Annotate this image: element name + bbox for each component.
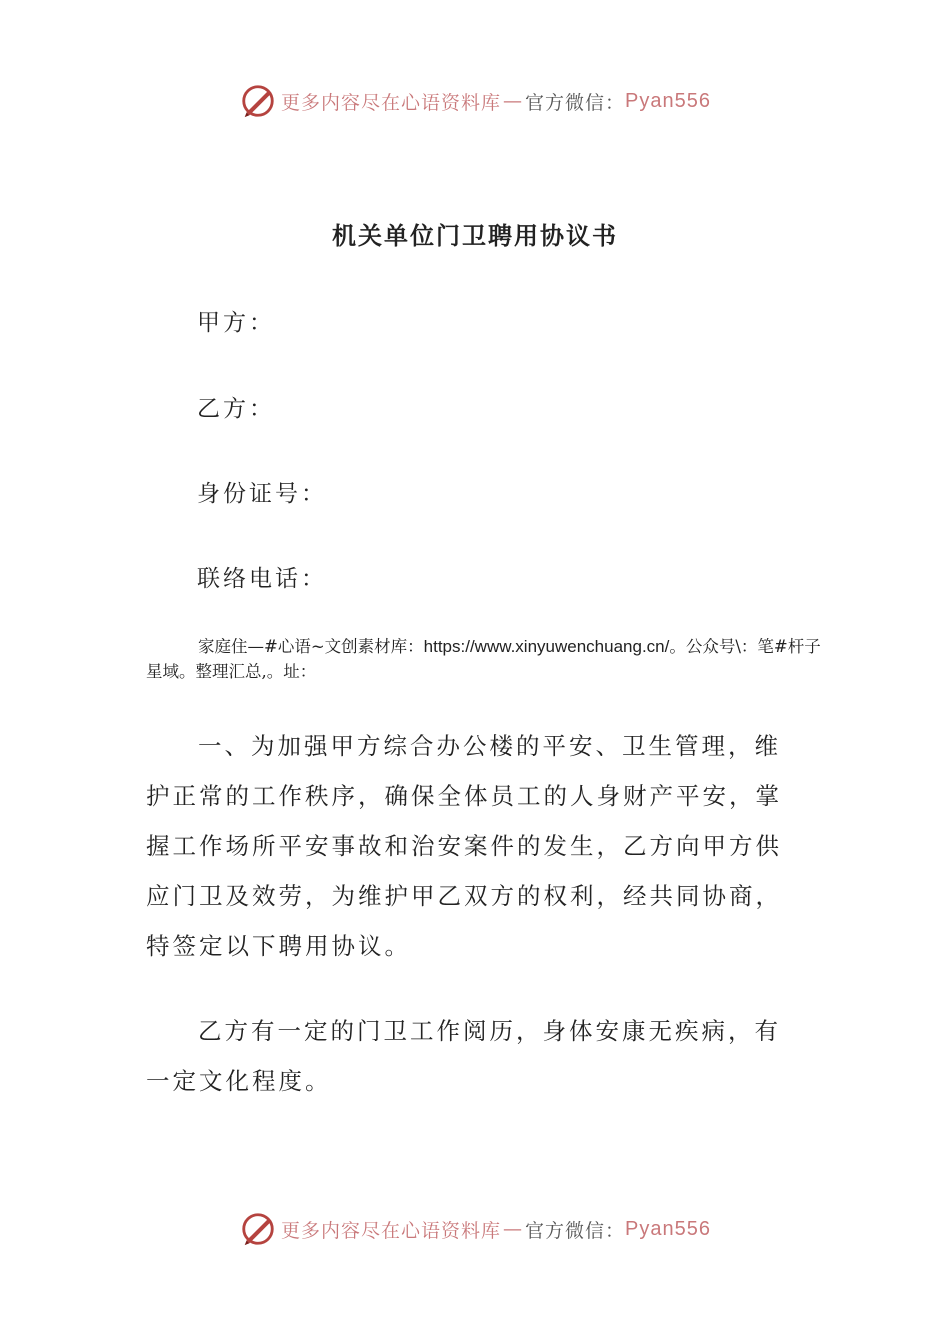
field-phone: 联络电话： — [197, 566, 327, 592]
footer-banner — [0, 1210, 950, 1248]
document-title: 机关单位门卫聘用协议书 — [332, 221, 618, 250]
paragraph-qualification: 乙方有一定的门卫工作阅历，身体安康无疾病，有一定文化程度。 — [146, 1017, 781, 1095]
field-party-b: 乙方： — [197, 396, 275, 422]
pen-logo-icon — [239, 82, 277, 120]
banner-wechat-label: 官方微信： — [525, 91, 626, 114]
banner-wechat-id: Pyan556 — [625, 89, 711, 112]
banner-wechat-id: Pyan556 — [625, 1217, 711, 1240]
header-banner — [0, 82, 950, 120]
pen-logo-icon — [239, 1210, 277, 1248]
banner-dash: — — [503, 1218, 524, 1240]
address-note — [146, 634, 826, 684]
field-id-number: 身份证号： — [197, 481, 327, 507]
banner-brand: 更多内容尽在心语资料库 — [281, 91, 502, 114]
banner-brand: 更多内容尽在心语资料库 — [281, 1219, 502, 1242]
banner-wechat-label: 官方微信： — [525, 1219, 626, 1242]
note-suffix: 。公众号\：笔#杆子星域。整理汇总,。址： — [146, 637, 821, 681]
field-party-a: 甲方： — [197, 310, 275, 336]
note-prefix: 家庭住—#心语~文创素材库： — [198, 637, 424, 656]
paragraph-purpose: 一、为加强甲方综合办公楼的平安、卫生管理，维护正常的工作秩序，确保全体员工的人身财产平安，掌握工作场所平安事故和治安案件的发生，乙方向甲方供应门卫及效劳，为维护甲乙双方的权利，经共同协商，特签定以下聘用协议。 — [146, 732, 782, 960]
banner-dash: — — [503, 90, 524, 112]
note-url: https://www.xinyuwenchuang.cn/ — [423, 637, 670, 656]
